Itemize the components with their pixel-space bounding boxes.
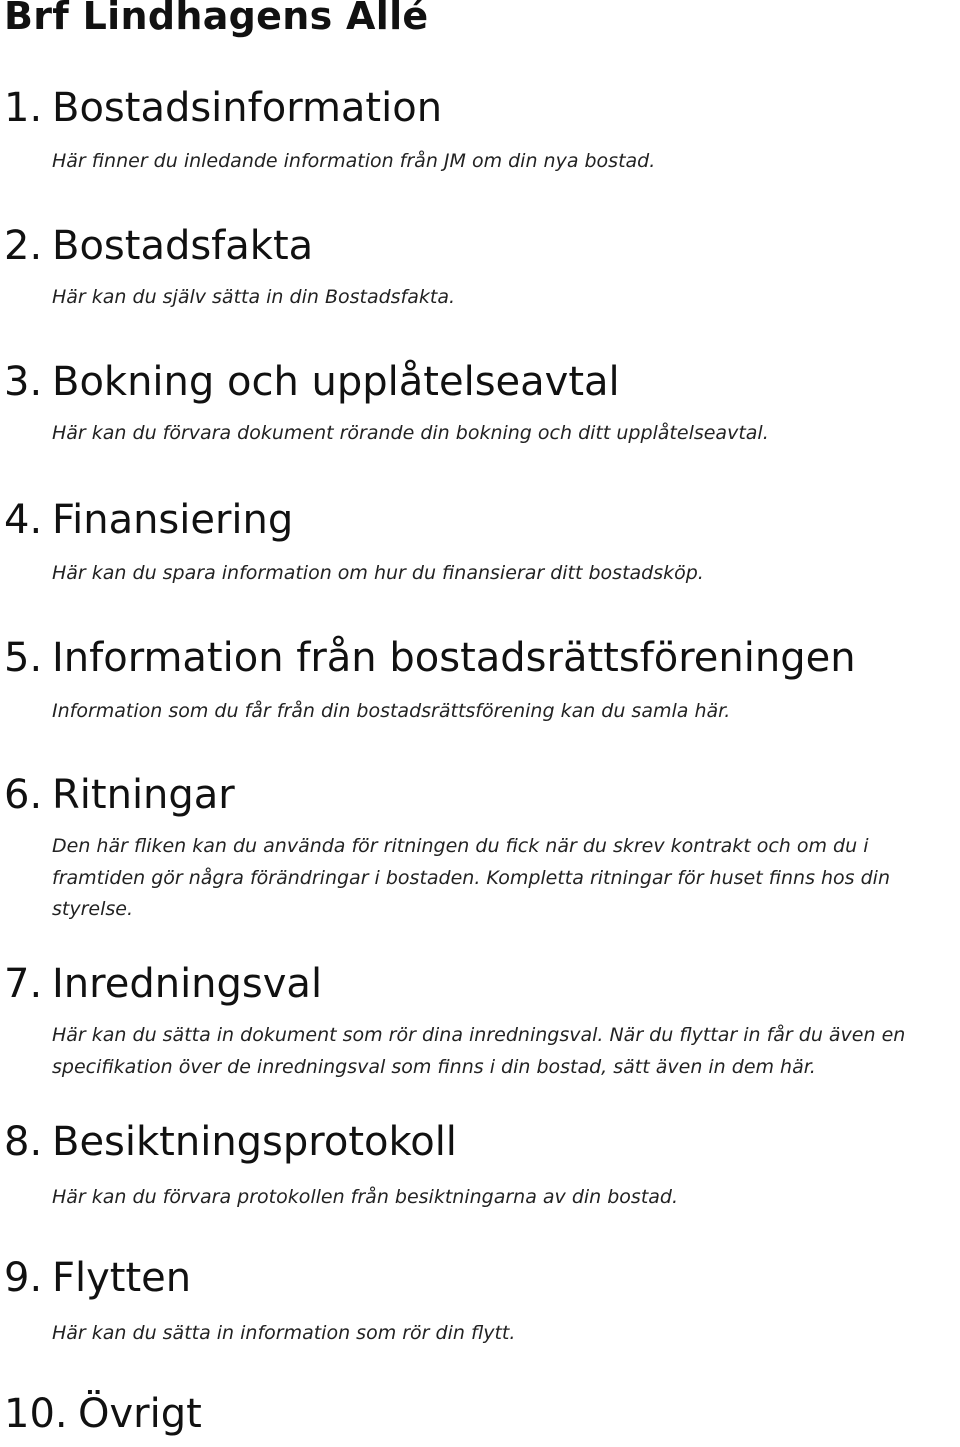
section-title: Ritningar (52, 772, 235, 818)
section-description: Här kan du själv sätta in din Bostadsfakta. (52, 286, 456, 308)
section-flytten (0, 1254, 960, 1350)
section-number: 4. (4, 497, 43, 543)
section-title: Bostadsfakta (52, 223, 314, 269)
section-heading (0, 222, 960, 270)
section-heading (0, 771, 960, 819)
section-ritningar (0, 771, 960, 926)
section-description: Här finner du inledande information från JM om din nya bostad. (52, 150, 656, 172)
section-inredningsval (0, 960, 960, 1083)
section-heading (0, 1254, 960, 1302)
section-number: 6. (4, 772, 43, 818)
section-title: Bokning och upplåtelseavtal (52, 359, 620, 405)
section-number: 3. (4, 359, 43, 405)
section-heading (0, 496, 960, 544)
section-number: 2. (4, 223, 43, 269)
section-number: 10. (4, 1391, 68, 1437)
section-description: Information som du får från din bostadsrättsförening kan du samla här. (52, 700, 731, 722)
section-title: Besiktningsprotokoll (52, 1119, 457, 1165)
section-number: 7. (4, 961, 43, 1007)
section-brf-information (0, 634, 960, 728)
section-heading (0, 1390, 960, 1438)
section-description: Här kan du spara information om hur du finansierar ditt bostadsköp. (52, 562, 704, 584)
section-finansiering (0, 496, 960, 590)
document-title: Brf Lindhagens Allé (4, 0, 429, 38)
section-bostadsfakta (0, 222, 960, 314)
section-title: Övrigt (78, 1391, 202, 1437)
section-heading (0, 1118, 960, 1166)
section-title: Bostadsinformation (52, 85, 443, 131)
section-title: Finansiering (52, 497, 294, 543)
section-heading (0, 634, 960, 682)
section-heading (0, 358, 960, 406)
section-bokning (0, 358, 960, 450)
section-ovrigt (0, 1390, 960, 1438)
section-number: 8. (4, 1119, 43, 1165)
section-title: Information från bostadsrättsföreningen (52, 635, 856, 681)
section-number: 5. (4, 635, 43, 681)
section-title: Flytten (52, 1255, 192, 1301)
section-description: Den här fliken kan du använda för ritningen du fick när du skrev kontrakt och om du i framtiden gör några förändringar i bostaden. Kompletta ritningar för huset finns hos din styrelse. (52, 835, 891, 920)
section-description: Här kan du sätta in dokument som rör dina inredningsval. När du flyttar in får du även en specifikation över de inredningsval som finns i din bostad, sätt även in dem här. (52, 1024, 906, 1078)
section-bostadsinformation (0, 84, 960, 178)
section-title: Inredningsval (52, 961, 323, 1007)
section-description: Här kan du förvara dokument rörande din bokning och ditt upplåtelseavtal. (52, 422, 769, 444)
section-description: Här kan du förvara protokollen från besiktningarna av din bostad. (52, 1186, 679, 1208)
section-description: Här kan du sätta in information som rör din flytt. (52, 1322, 516, 1344)
section-besiktningsprotokoll (0, 1118, 960, 1214)
section-heading (0, 84, 960, 132)
section-number: 1. (4, 85, 43, 131)
section-number: 9. (4, 1255, 43, 1301)
section-heading (0, 960, 960, 1008)
